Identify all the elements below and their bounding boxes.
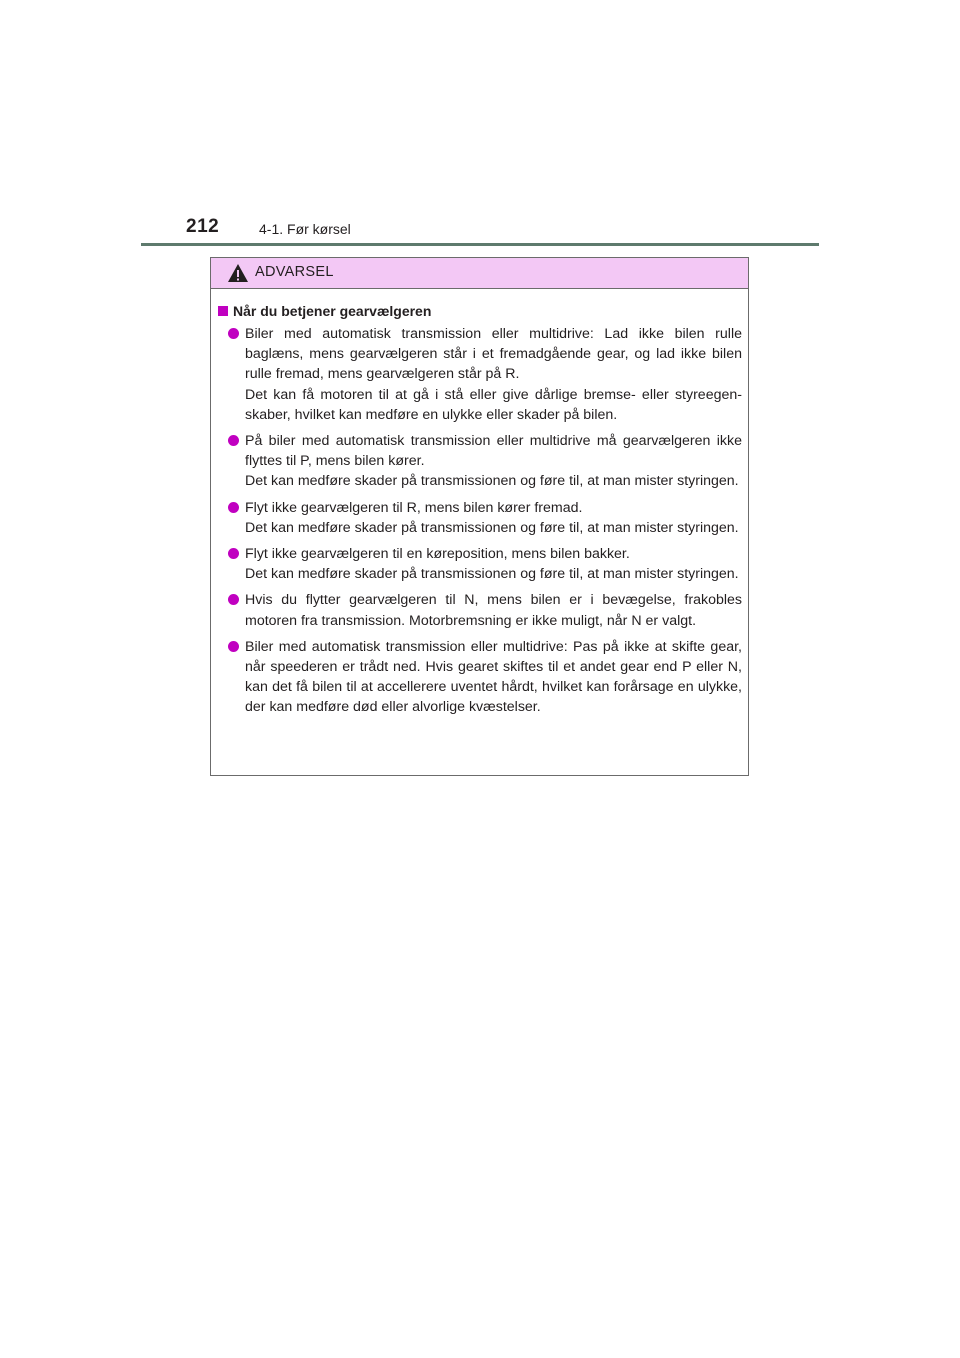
paragraph: På biler med automatisk transmission eller multidrive må gearvælgeren ikke flyttes til P, mens bilen kører. [245,433,742,470]
warning-header [211,258,748,289]
paragraph: Det kan medføre skader på transmissionen og føre til, at man mister styringen. [245,519,739,536]
header-rule [141,243,819,246]
list-item [217,590,742,630]
paragraph: Biler med automatisk transmission eller multidrive: Pas på ikke at skifte gear, når speederen er trådt ned. Hvis gearet skiftes til et andet gear end P eller N, kan det få bilen til at accellerere uventet hårdt, hvilket kan forårsage en ulykke, der kan medføre død eller alvorlige kvæstelser. [245,638,742,716]
list-item-text [245,590,742,630]
paragraph: Biler med automatisk transmission eller multidrive: Lad ikke bilen rulle baglæns, mens gearvælgeren står i et fremadgående gear, og lad ikke bilen rulle fremad, mens gearvælgeren står på R. [245,326,742,383]
warning-triangle-icon [227,263,249,283]
bullet-dot-icon [228,641,239,652]
list-item [217,324,742,425]
list-item [217,431,742,492]
paragraph: Hvis du flytter gearvælgeren til N, mens bilen er i bevægelse, frakobles motoren fra transmission. Motorbremsning er ikke muligt, når N er valgt. [245,592,742,629]
square-bullet-icon [218,306,228,316]
list-item [217,498,742,538]
list-item-text [245,498,742,538]
paragraph: Det kan medføre skader på transmissionen og føre til, at man mister styringen. [245,473,739,490]
list-item-text [245,324,742,425]
warning-subheading [217,301,742,321]
warning-box [210,257,749,776]
list-item-text [245,544,742,584]
paragraph: Flyt ikke gearvælgeren til en køreposition, mens bilen bakker. [245,546,630,563]
page-number: 212 [186,216,220,237]
bullet-dot-icon [228,502,239,513]
bullet-dot-icon [228,548,239,559]
paragraph: Flyt ikke gearvælgeren til R, mens bilen kører fremad. [245,499,583,516]
bullet-dot-icon [228,594,239,605]
list-item-text [245,637,742,718]
paragraph: Det kan få motoren til at gå i stå eller give dårlige bremse- eller styreegen-skaber, hvilket kan medføre en ulykke eller skader på bilen. [245,386,742,423]
bullet-dot-icon [228,328,239,339]
bullet-dot-icon [228,435,239,446]
list-item [217,637,742,718]
section-title: 4-1. Før kørsel [259,221,351,237]
paragraph: Det kan medføre skader på transmissionen og føre til, at man mister styringen. [245,566,739,583]
warning-title: ADVARSEL [255,264,334,280]
warning-body [211,289,748,718]
list-item [217,544,742,584]
warning-subheading-text: Når du betjener gearvælgeren [233,303,432,319]
list-item-text [245,431,742,492]
